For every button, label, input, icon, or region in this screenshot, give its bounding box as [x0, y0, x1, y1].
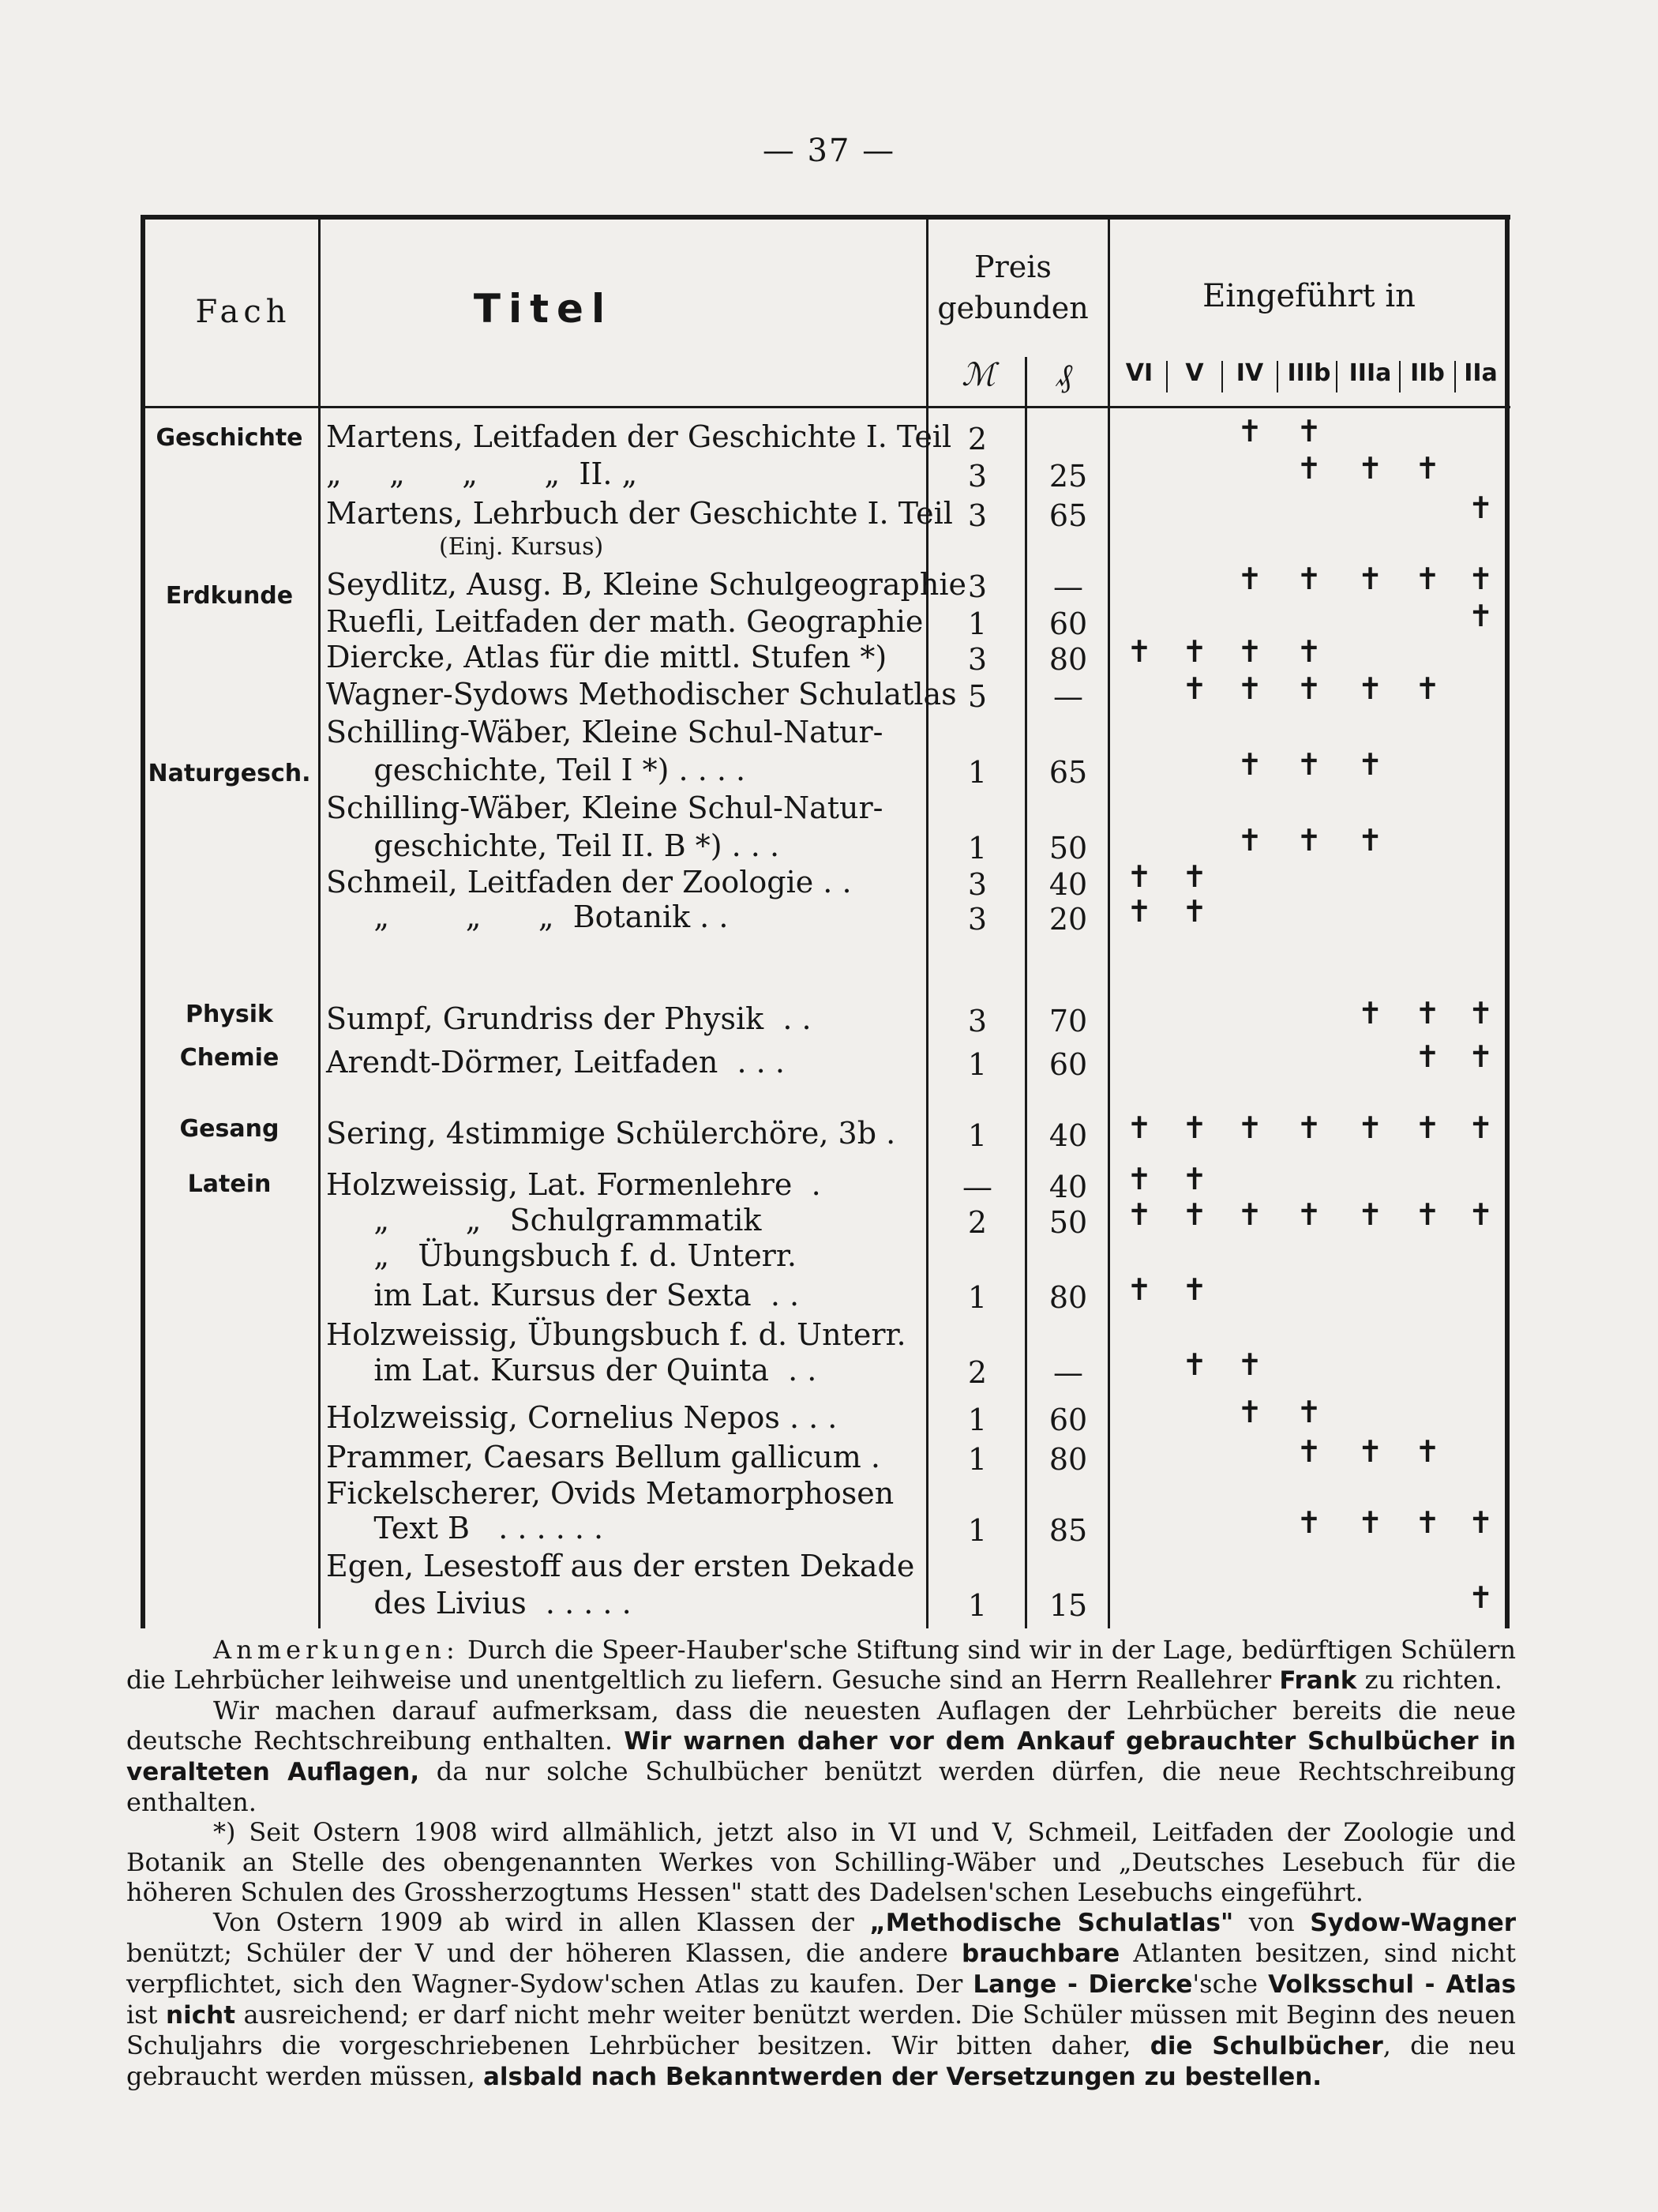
book-title: Fickelscherer, Ovids Metamorphosen	[326, 1476, 895, 1511]
header-preis-line1: Preis	[974, 250, 1052, 284]
page-number: — 37 —	[762, 133, 896, 169]
book-title: Holzweissig, Übungsbuch f. d. Unterr.	[326, 1317, 906, 1352]
notes	[126, 1635, 1516, 2092]
introduced-mark: ✝	[1415, 451, 1440, 486]
introduced-mark: ✝	[1182, 859, 1207, 894]
note-1-end: zu richten.	[1356, 1665, 1502, 1695]
book-title: Ruefli, Leitfaden der math. Geographie	[326, 604, 924, 639]
price-pfennig: 80	[1048, 642, 1088, 677]
note-4	[126, 1907, 1516, 2092]
introduced-mark: ✝	[1415, 561, 1440, 596]
price-mark: 1	[967, 1047, 988, 1082]
table-top-rule	[141, 215, 1510, 220]
introduced-mark: ✝	[1182, 1347, 1207, 1382]
introduced-mark: ✝	[1296, 671, 1322, 706]
price-pfennig: 50	[1048, 1205, 1088, 1240]
introduced-mark: ✝	[1237, 747, 1262, 782]
subject-label: Latein	[187, 1170, 272, 1198]
introduced-mark: ✝	[1357, 1434, 1383, 1469]
note-4-text: , die neu gebraucht werden müssen,	[126, 2030, 1517, 2091]
introduced-mark: ✝	[1127, 894, 1152, 929]
book-title: Sering, 4stimmige Schülerchöre, 3b .	[326, 1116, 896, 1151]
price-mark: 1	[967, 1403, 988, 1437]
book-title: im Lat. Kursus der Sexta . .	[326, 1278, 800, 1313]
introduced-mark: ✝	[1237, 1395, 1262, 1429]
header-fach: Fach	[195, 294, 291, 330]
introduced-mark: ✝	[1468, 1039, 1494, 1074]
note-1-name: Frank	[1279, 1666, 1357, 1695]
introduced-mark: ✝	[1237, 1197, 1262, 1232]
class-header: IIb	[1410, 359, 1445, 387]
price-mark: 1	[967, 755, 988, 790]
price-pfennig: 70	[1048, 1004, 1088, 1038]
book-title: „ „ „ Botanik . .	[326, 899, 729, 934]
price-pfennig: 60	[1048, 1047, 1088, 1082]
introduced-mark: ✝	[1415, 1505, 1440, 1540]
introduced-mark: ✝	[1296, 1395, 1322, 1429]
price-pfennig: —	[1053, 679, 1083, 714]
price-pfennig: 40	[1048, 1170, 1088, 1204]
price-mark: 1	[967, 1280, 988, 1315]
introduced-mark: ✝	[1357, 1110, 1383, 1145]
introduced-mark: ✝	[1296, 634, 1322, 669]
header-rule	[141, 406, 1510, 408]
price-pfennig: 80	[1048, 1280, 1088, 1315]
note-4-text: benützt; Schüler der V und der höheren Klassen, die andere	[126, 1938, 962, 1968]
introduced-mark: ✝	[1415, 1434, 1440, 1469]
introduced-mark: ✝	[1357, 823, 1383, 858]
class-header-divider	[1336, 361, 1337, 392]
book-title: Wagner-Sydows Methodischer Schulatlas	[326, 677, 957, 712]
price-mark: 1	[967, 607, 988, 641]
header-eingefuehrt: Eingeführt in	[1202, 278, 1416, 314]
header-preis	[918, 246, 1108, 329]
class-header-divider	[1277, 361, 1278, 392]
price-mark: 1	[967, 1513, 988, 1548]
price-pfennig: 50	[1048, 831, 1088, 866]
introduced-mark: ✝	[1127, 1110, 1152, 1145]
introduced-mark: ✝	[1357, 451, 1383, 486]
note-3	[126, 1817, 1516, 1907]
book-title: Prammer, Caesars Bellum gallicum .	[326, 1440, 880, 1474]
price-mark: 3	[967, 642, 988, 677]
subject-label: Naturgesch.	[148, 760, 311, 787]
class-header-divider	[1166, 361, 1168, 392]
price-mark: 2	[967, 422, 988, 456]
note-4-text: ist	[126, 2000, 167, 2030]
note-2-text: Wir machen darauf aufmerksam, dass die neuesten Auflagen der Lehrbücher bereits die neue deutsche Rechtschreibung enthalten.	[126, 1696, 1516, 1756]
note-4-bold: die Schulbücher	[1150, 2032, 1383, 2060]
book-title: Arendt-Dörmer, Leitfaden . . .	[326, 1045, 785, 1080]
header-preis-line2: gebunden	[937, 291, 1089, 325]
price-pfennig: 85	[1048, 1513, 1088, 1548]
introduced-mark: ✝	[1182, 1197, 1207, 1232]
introduced-mark: ✝	[1357, 1197, 1383, 1232]
note-4-text: Von Ostern 1909 ab wird in allen Klassen der	[213, 1907, 870, 1937]
subject-label: Geschichte	[156, 424, 303, 452]
note-4-text: ausreichend; er darf nicht mehr weiter benützt werden. Die Schüler müssen mit Beginn des neuen Schuljahrs die vorgeschriebenen Lehrbücher besitzen. Wir bitten daher,	[126, 2000, 1517, 2060]
class-header-divider	[1221, 361, 1223, 392]
price-pfennig: 20	[1048, 902, 1088, 937]
introduced-mark: ✝	[1182, 1162, 1207, 1196]
book-title: des Livius . . . . .	[326, 1586, 632, 1621]
introduced-mark: ✝	[1468, 1580, 1494, 1615]
book-title: „ Übungsbuch f. d. Unterr.	[326, 1238, 797, 1273]
book-title: Holzweissig, Lat. Formenlehre .	[326, 1167, 821, 1202]
introduced-mark: ✝	[1357, 747, 1383, 782]
price-mark: —	[962, 1170, 992, 1204]
book-title: Schmeil, Leitfaden der Zoologie . .	[326, 865, 852, 899]
introduced-mark: ✝	[1357, 1505, 1383, 1540]
book-title: geschichte, Teil I *) . . . .	[326, 753, 746, 787]
introduced-mark: ✝	[1296, 747, 1322, 782]
introduced-mark: ✝	[1415, 1110, 1440, 1145]
price-mark: 5	[967, 679, 988, 714]
introduced-mark: ✝	[1357, 671, 1383, 706]
introduced-mark: ✝	[1182, 634, 1207, 669]
class-header-divider	[1399, 361, 1401, 392]
introduced-mark: ✝	[1415, 1039, 1440, 1074]
class-header: IIIa	[1349, 359, 1392, 387]
introduced-mark: ✝	[1468, 490, 1494, 525]
header-mark-unit: ℳ	[962, 357, 996, 393]
note-4-bold: nicht	[166, 2001, 236, 2030]
introduced-mark: ✝	[1237, 561, 1262, 596]
class-header: VI	[1125, 359, 1153, 387]
subject-label: Chemie	[179, 1044, 279, 1072]
introduced-mark: ✝	[1127, 1197, 1152, 1232]
price-mark: 1	[967, 1442, 988, 1477]
note-2-bold: Wir warnen daher vor dem Ankauf gebrauchter Schulbücher in veralteten Auflagen,	[126, 1727, 1517, 1786]
book-title: Diercke, Atlas für die mittl. Stufen *)	[326, 640, 887, 674]
introduced-mark: ✝	[1357, 996, 1383, 1031]
note-4-bold: Sydow-Wagner	[1310, 1909, 1517, 1937]
introduced-mark: ✝	[1296, 414, 1322, 449]
note-2	[126, 1696, 1516, 1817]
introduced-mark: ✝	[1237, 823, 1262, 858]
price-mark: 3	[967, 498, 988, 533]
note-4-bold: „Methodische Schulatlas"	[869, 1909, 1234, 1937]
price-mark: 3	[967, 867, 988, 902]
introduced-mark: ✝	[1182, 1272, 1207, 1307]
price-pfennig: 80	[1048, 1442, 1088, 1477]
introduced-mark: ✝	[1296, 451, 1322, 486]
textbook-table	[141, 215, 1510, 1636]
note-3-text: *) Seit Ostern 1908 wird allmählich, jetzt also in VI und V, Schmeil, Leitfaden der Zoologie und Botanik an Stelle des obengenannten Werkes von Schilling-Wäber und „Deutsches Lesebuch für die höheren Schulen des Grossherzogtums Hessen" statt des Dadelsen'schen Lesebuchs eingeführt.	[126, 1817, 1516, 1907]
price-mark: 1	[967, 1588, 988, 1623]
class-header: IV	[1236, 359, 1264, 387]
note-1-label: Anmerkungen:	[213, 1635, 460, 1665]
note-1-text: Durch die Speer-Hauber'sche Stiftung sind wir in der Lage, bedürftigen Schülern die Lehrbücher leihweise und unentgeltlich zu liefern. Gesuche sind an Herrn Reallehrer	[126, 1635, 1516, 1695]
introduced-mark: ✝	[1237, 634, 1262, 669]
book-title: Seydlitz, Ausg. B, Kleine Schulgeographie	[326, 567, 966, 602]
note-4-bold: brauchbare	[961, 1940, 1120, 1968]
introduced-mark: ✝	[1127, 1162, 1152, 1196]
introduced-mark: ✝	[1468, 599, 1494, 633]
introduced-mark: ✝	[1237, 1110, 1262, 1145]
price-mark: 3	[967, 459, 988, 494]
introduced-mark: ✝	[1182, 1110, 1207, 1145]
book-title: Sumpf, Grundriss der Physik . .	[326, 1001, 812, 1036]
note-4-bold: Lange - Diercke	[973, 1970, 1193, 1999]
price-pfennig: 65	[1048, 755, 1088, 790]
class-header: V	[1185, 359, 1204, 387]
book-title: „ „ „ „ II. „	[326, 456, 638, 491]
price-pfennig: 60	[1048, 1403, 1088, 1437]
introduced-mark: ✝	[1237, 414, 1262, 449]
book-title: Holzweissig, Cornelius Nepos . . .	[326, 1400, 838, 1435]
class-header: IIIb	[1287, 359, 1331, 387]
introduced-mark: ✝	[1127, 859, 1152, 894]
price-pfennig: 60	[1048, 607, 1088, 641]
column-divider	[318, 215, 321, 1628]
introduced-mark: ✝	[1357, 561, 1383, 596]
introduced-mark: ✝	[1182, 671, 1207, 706]
introduced-mark: ✝	[1468, 1110, 1494, 1145]
introduced-mark: ✝	[1296, 561, 1322, 596]
price-pfennig: —	[1053, 1355, 1083, 1390]
note-4-bold: alsbald nach Bekanntwerden der Versetzungen zu bestellen.	[482, 2063, 1322, 2091]
book-title: geschichte, Teil II. B *) . . .	[326, 828, 780, 863]
introduced-mark: ✝	[1415, 671, 1440, 706]
introduced-mark: ✝	[1296, 1434, 1322, 1469]
note-4-bold: Volksschul - Atlas	[1268, 1970, 1517, 1999]
table-border-right	[1505, 215, 1510, 1628]
price-pfennig: 40	[1048, 1118, 1088, 1153]
introduced-mark: ✝	[1415, 996, 1440, 1031]
price-mark: 3	[967, 569, 988, 604]
introduced-mark: ✝	[1127, 634, 1152, 669]
introduced-mark: ✝	[1468, 1197, 1494, 1232]
book-title: im Lat. Kursus der Quinta . .	[326, 1353, 817, 1388]
book-title: Martens, Leitfaden der Geschichte I. Teil	[326, 419, 952, 454]
introduced-mark: ✝	[1237, 671, 1262, 706]
price-pfennig: 40	[1048, 867, 1088, 902]
price-mark: 2	[967, 1355, 988, 1390]
introduced-mark: ✝	[1127, 1272, 1152, 1307]
price-pfennig: 25	[1048, 459, 1088, 494]
introduced-mark: ✝	[1296, 1505, 1322, 1540]
note-2-end: da nur solche Schulbücher benützt werden dürfen, die neue Rechtschreibung enthalten.	[126, 1756, 1516, 1817]
column-divider	[1025, 357, 1027, 1628]
subject-label: Physik	[186, 1001, 273, 1028]
book-title: Schilling-Wäber, Kleine Schul-Natur-	[326, 791, 883, 825]
note-4-text: Atlanten besitzen, sind nicht verpflichtet, sich den Wagner-Sydow'schen Atlas zu kaufen. Der	[126, 1938, 1517, 1999]
introduced-mark: ✝	[1468, 561, 1494, 596]
introduced-mark: ✝	[1296, 823, 1322, 858]
book-title: Text B . . . . . .	[326, 1511, 604, 1545]
subject-label: Erdkunde	[165, 582, 294, 610]
note-4-text: 'sche	[1192, 1969, 1269, 1999]
book-title: Egen, Lesestoff aus der ersten Dekade	[326, 1549, 915, 1583]
price-mark: 1	[967, 1118, 988, 1153]
price-pfennig: —	[1053, 569, 1083, 604]
note-4-text: von	[1233, 1907, 1311, 1937]
note-1	[126, 1635, 1516, 1696]
header-titel: Titel	[473, 286, 613, 332]
introduced-mark: ✝	[1182, 894, 1207, 929]
introduced-mark: ✝	[1296, 1197, 1322, 1232]
class-header-divider	[1454, 361, 1456, 392]
book-title: Martens, Lehrbuch der Geschichte I. Teil	[326, 496, 953, 531]
header-pf-unit: ₰	[1056, 358, 1072, 394]
subject-label: Gesang	[179, 1115, 279, 1143]
introduced-mark: ✝	[1468, 1505, 1494, 1540]
introduced-mark: ✝	[1415, 1197, 1440, 1232]
book-title: Schilling-Wäber, Kleine Schul-Natur-	[326, 715, 883, 749]
introduced-mark: ✝	[1468, 996, 1494, 1031]
price-mark: 3	[967, 1004, 988, 1038]
introduced-mark: ✝	[1237, 1347, 1262, 1382]
price-mark: 2	[967, 1205, 988, 1240]
price-mark: 3	[967, 902, 988, 937]
book-title: (Einj. Kursus)	[326, 533, 604, 561]
price-pfennig: 65	[1048, 498, 1088, 533]
introduced-mark: ✝	[1296, 1110, 1322, 1145]
book-title: „ „ Schulgrammatik	[326, 1203, 762, 1237]
price-mark: 1	[967, 831, 988, 866]
class-header: IIa	[1464, 359, 1498, 387]
price-pfennig: 15	[1048, 1588, 1088, 1623]
